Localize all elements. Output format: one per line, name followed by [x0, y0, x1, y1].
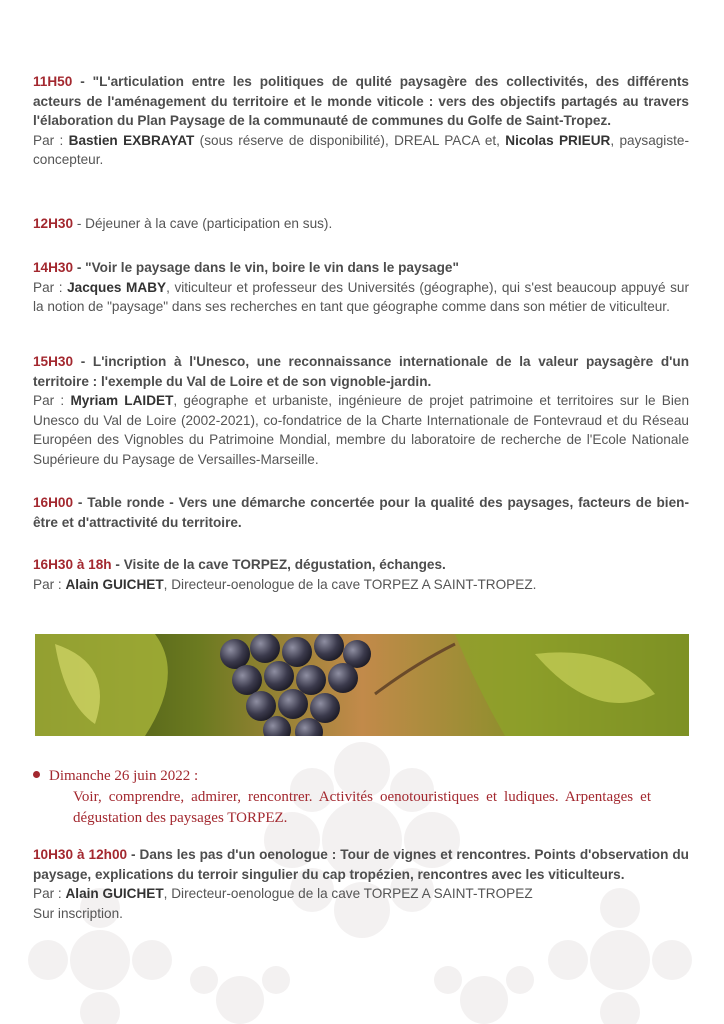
entry-par: Par :: [33, 132, 69, 148]
sunday-section: [33, 766, 693, 829]
speaker-name: Alain GUICHET: [65, 576, 164, 592]
entry-text: (sous réserve de disponibilité), DREAL PACA et,: [194, 132, 506, 148]
program-content: [33, 72, 690, 592]
entry-text: , géographe et urbaniste, ingénieure de projet patrimoine et territoires sur le Bien Unesco du Val de Loire (2002-2021), co-fondatrice de la Charte Internationale de Fontevraud et du Réseau Européen des Vignobles du Patrimoine Mondial, membre du laboratoire de recherche de l'Ecole Nationale Supérieure du Paysage de Versailles-Marseille.: [33, 393, 689, 467]
program-entry-1600: [33, 493, 689, 532]
entry-sep: -: [72, 74, 93, 89]
program-entry-1630: [33, 555, 689, 594]
program-entry-1530: [33, 352, 689, 470]
entry-time: 10H30 à 12h00: [33, 847, 128, 862]
entry-title: L'incription à l'Unesco, une reconnaissance internationale de la valeur paysagère d'un territoire : l'exemple du Val de Loire et de son vignoble-jardin.: [33, 354, 689, 389]
speaker-name: Jacques MABY: [67, 279, 167, 295]
entry-time: 14H30: [33, 260, 74, 275]
entry-par: Par :: [33, 886, 66, 902]
entry-title: Table ronde - Vers une démarche concertée pour la qualité des paysages, facteurs de bien-être et d'attractivité du territoire.: [33, 495, 689, 530]
entry-text: , paysagiste-concepteur.: [33, 132, 689, 168]
entry-title: "L'articulation entre les politiques de qulité paysagère des collectivités, des différents acteurs de l'aménagement du territoire et le monde viticole : vers des objectifs partagés au travers l'élaboration du Plan Paysage de la communauté de communes du Golfe de Saint-Tropez.: [33, 74, 689, 129]
program-entry-1430: [33, 258, 689, 317]
sunday-heading: [33, 766, 693, 787]
program-entry-1030: [33, 845, 689, 923]
entry-time: 16H00: [33, 495, 74, 510]
entry-time: 11H50: [33, 74, 73, 89]
program-entry-1230: [33, 214, 689, 234]
entry-text: , viticulteur et professeur des Universités (géographe), qui s'est beaucoup appuyé sur la notion de "paysage" dans ses recherches en tant que géographe comme dans son métier de viticulteur.: [33, 279, 690, 315]
grapes-photo: [35, 634, 689, 736]
sunday-desc-text: Voir, comprendre, admirer, rencontrer. Activités oenotouristiques et ludiques. Arpentages et dégustation des paysages: [73, 789, 651, 826]
program-entry-1150: [33, 72, 689, 170]
entry-sep: -: [73, 260, 86, 275]
entry-sep: -: [111, 557, 124, 572]
sunday-desc-brand: TORPEZ.: [227, 810, 288, 826]
speaker-name: Myriam LAIDET: [70, 393, 174, 409]
entry-time: 16H30 à 18h: [33, 557, 112, 572]
entry-sep: -: [73, 354, 93, 369]
entry-title: Visite de la cave TORPEZ, dégustation, échanges.: [123, 557, 446, 572]
entry-text: , Directeur-oenologue de la cave TORPEZ A SAINT-TROPEZ: [163, 886, 533, 902]
speaker-name: Nicolas PRIEUR: [505, 132, 611, 148]
registration-note: Sur inscription.: [33, 905, 123, 921]
speaker-name: Alain GUICHET: [65, 886, 164, 902]
bullet-icon: [33, 771, 40, 778]
entry-text: , Directeur-oenologue de la cave TORPEZ A SAINT-TROPEZ.: [163, 576, 537, 592]
entry-time: 12H30: [33, 216, 74, 231]
entry-par: Par :: [33, 393, 71, 409]
sunday-day: Dimanche 26 juin 2022 :: [49, 768, 199, 784]
entry-title: "Voir le paysage dans le vin, boire le vin dans le paysage": [85, 260, 459, 275]
speaker-name: Bastien EXBRAYAT: [68, 132, 195, 148]
entry-time: 15H30: [33, 354, 74, 369]
entry-par: Par :: [33, 576, 66, 592]
entry-text: - Déjeuner à la cave (participation en sus).: [73, 216, 333, 231]
entry-title: Dans les pas d'un oenologue : Tour de vignes et rencontres. Points d'observation du paysage, explications du terroir singulier du cap tropézien, rencontres avec les viticulteurs.: [33, 847, 689, 882]
entry-par: Par :: [33, 279, 68, 295]
entry-sep: -: [73, 495, 88, 510]
entry-sep: -: [127, 847, 140, 862]
sunday-description: [73, 787, 651, 829]
